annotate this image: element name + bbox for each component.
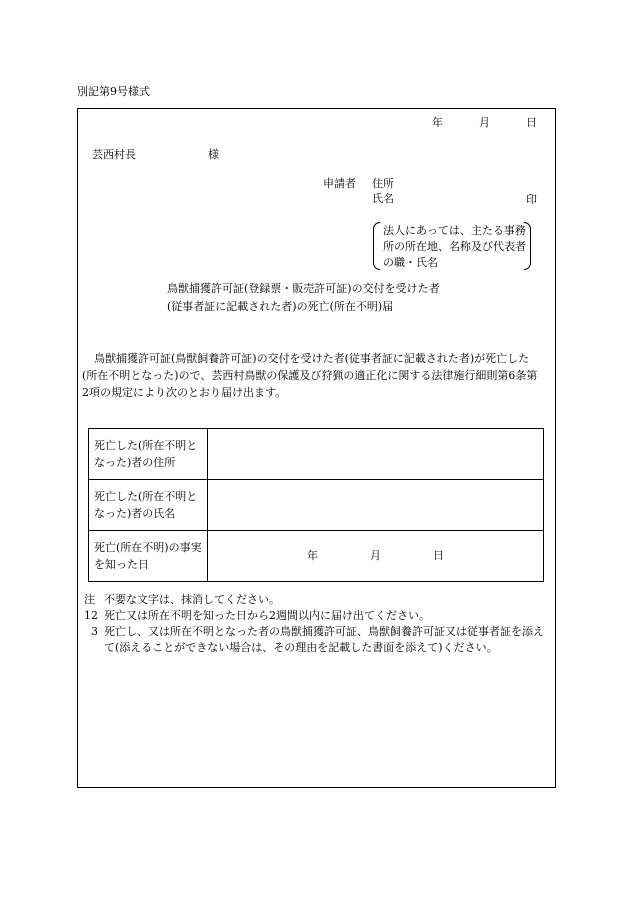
row-label-name: 死亡した(所在不明となった)者の氏名 — [89, 480, 208, 531]
date-month: 月 — [479, 116, 490, 129]
table-row — [89, 429, 544, 480]
applicant-block — [323, 177, 394, 207]
row-value-date[interactable] — [208, 531, 544, 582]
date-day: 日 — [526, 116, 537, 129]
known-date-month: 月 — [370, 548, 381, 562]
note-number: 2 — [91, 609, 98, 622]
row-value-name[interactable] — [208, 480, 544, 531]
note-number: 注1 — [84, 593, 95, 622]
table-row — [89, 531, 544, 582]
row-label-address: 死亡した(所在不明となった)者の住所 — [89, 429, 208, 480]
note-item — [84, 608, 552, 624]
known-date-year: 年 — [307, 548, 318, 562]
date-year: 年 — [432, 116, 443, 129]
row-label-date: 死亡(所在不明)の事実を知った日 — [89, 531, 208, 582]
bracket-left — [373, 222, 380, 270]
note-number: 3 — [91, 625, 98, 638]
info-table — [88, 428, 544, 582]
addressee-name: 芸西村長 — [92, 148, 136, 161]
body-paragraph: 鳥獣捕獲許可証(鳥獣飼養許可証)の交付を受けた者(従事者証に記載された者)が死亡した(所在不明となった)ので、芸西村鳥獣の保護及び狩猟の適正化に関する法律施行細則第6条第2項の規定により次のとおり届け出ます。 — [82, 352, 538, 399]
corporate-note: 法人にあっては、主たる事務所の所在地、名称及び代表者の職・氏名 — [383, 224, 526, 269]
table-row — [89, 480, 544, 531]
bracket-right — [524, 222, 531, 270]
title-line-1: 鳥獣捕獲許可証(登録票・販売許可証)の交付を受けた者 — [167, 282, 440, 295]
title-line-2: (従事者証に記載された者)の死亡(所在不明)届 — [167, 300, 394, 313]
addressee-honorific: 様 — [208, 148, 219, 161]
notes-section — [84, 592, 552, 656]
applicant-label: 申請者 — [323, 177, 356, 190]
seal-mark: 印 — [526, 193, 537, 206]
note-text: 死亡し、又は所在不明となった者の鳥獣捕獲許可証、鳥獣飼養許可証又は従事者証を添えて(添えることができない場合は、その理由を記載した書面を添えて)ください。 — [104, 625, 544, 654]
note-text: 死亡又は所在不明を知った日から2週間以内に届け出てください。 — [104, 609, 430, 622]
note-text: 不要な文字は、抹消してください。 — [104, 593, 280, 606]
known-date-day: 日 — [433, 548, 444, 562]
note-item — [84, 624, 552, 656]
form-number-label: 別記第9号様式 — [77, 85, 150, 98]
row-value-address[interactable] — [208, 429, 544, 480]
submission-date — [432, 116, 537, 131]
applicant-address-label: 住所 — [372, 177, 394, 190]
applicant-name-label: 氏名 — [372, 191, 394, 205]
document-title — [167, 280, 440, 316]
addressee — [92, 148, 219, 163]
